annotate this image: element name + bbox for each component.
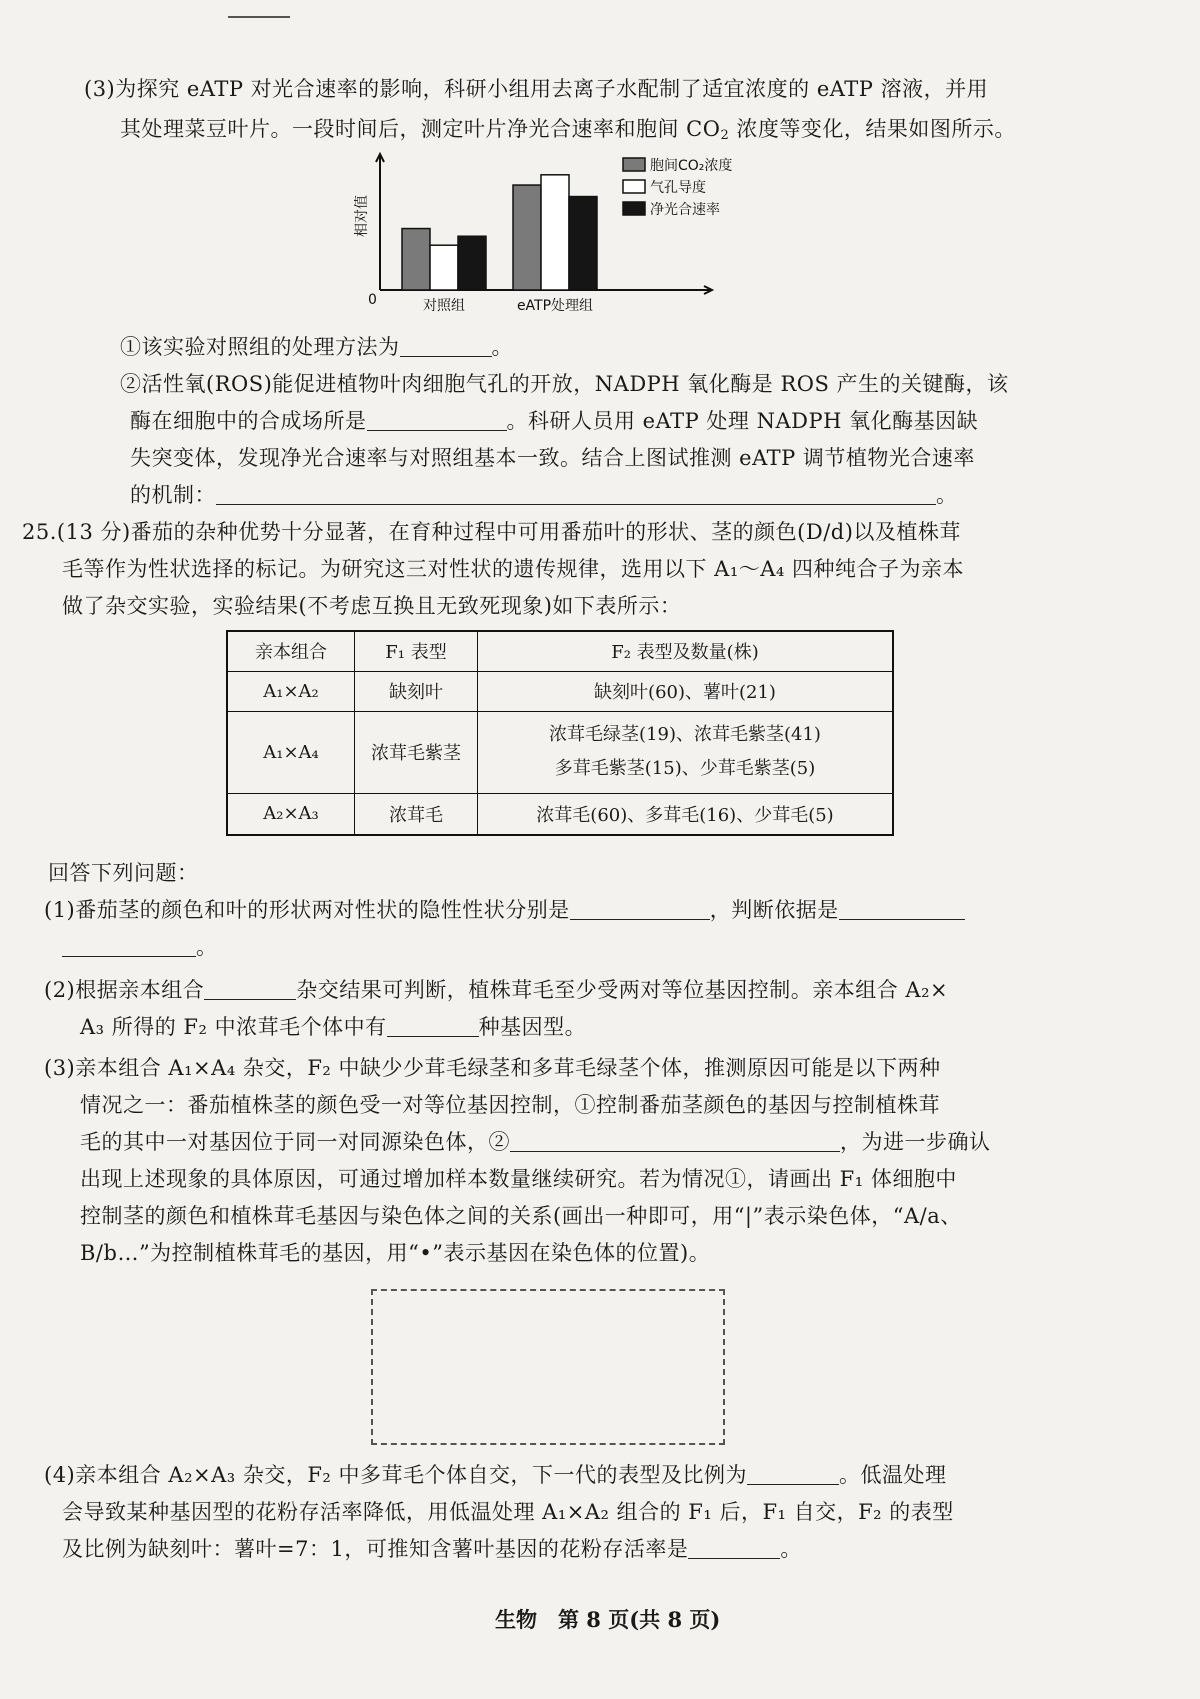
origin-label: 0	[368, 292, 377, 308]
p4-line3	[62, 1534, 802, 1564]
answer-blank[interactable]	[747, 1462, 839, 1485]
x-tick-label: 对照组	[423, 298, 465, 314]
co2-subscript: 2	[720, 128, 730, 143]
table-cell-f2-line: 多茸毛紫茎(15)、少茸毛紫茎(5)	[554, 758, 816, 779]
table-cell-f1: 浓茸毛	[355, 793, 478, 835]
table-cell-f2-line: 浓茸毛绿茎(19)、浓茸毛紫茎(41)	[549, 724, 821, 745]
table-cell-f2	[478, 711, 894, 793]
p1-text-b: ，判断依据是	[709, 898, 839, 922]
table-row	[227, 793, 893, 835]
legend-label: 气孔导度	[650, 180, 706, 196]
p3-text-a: 毛的其中一对基因位于同一对同源染色体，②	[80, 1130, 510, 1154]
x-tick-label: eATP处理组	[516, 298, 594, 314]
p2-line1	[44, 975, 948, 1005]
legend-swatch	[623, 202, 645, 215]
p3-line2: 情况之一：番茄植株茎的颜色受一对等位基因控制，①控制番茄茎颜色的基因与控制植株茸	[80, 1093, 940, 1117]
bar-chart	[340, 148, 760, 318]
answer-prompt: 回答下列问题：	[48, 861, 199, 885]
q3-sub2-l4-a: 的机制：	[130, 483, 216, 507]
bar	[402, 229, 430, 290]
p1-text-a: (1)番茄茎的颜色和叶的形状两对性状的隐性性状分别是	[44, 898, 570, 922]
table-row	[227, 711, 893, 793]
table-cell-cross: A₁×A₂	[227, 671, 355, 711]
p4-text-a: (4)亲本组合 A₂×A₃ 杂交，F₂ 中多茸毛个体自交，下一代的表型及比例为	[44, 1463, 748, 1487]
q3-line2-a: 其处理菜豆叶片。一段时间后，测定叶片净光合速率和胞间 CO	[120, 117, 721, 141]
p3-line6: B/b…”为控制植株茸毛的基因，用“•”表示基因在染色体的位置)。	[80, 1241, 711, 1265]
q25-line3: 做了杂交实验，实验结果(不考虑互换且无致死现象)如下表所示：	[62, 594, 682, 618]
p2-line2	[80, 1012, 586, 1042]
q3-sub2-l2-b: 。科研人员用 eATP 处理 NADPH 氧化酶基因缺	[506, 409, 979, 433]
legend-swatch	[623, 180, 645, 193]
table-header: F₁ 表型	[355, 631, 478, 671]
p3-line4: 出现上述现象的具体原因，可通过增加样本数量继续研究。若为情况①，请画出 F₁ 体细胞中	[80, 1167, 957, 1191]
p2-text-c: A₃ 所得的 F₂ 中浓茸毛个体中有	[80, 1015, 387, 1039]
cross-results-table	[226, 630, 894, 836]
answer-blank[interactable]	[204, 977, 296, 1000]
q3-sub1-text: ①该实验对照组的处理方法为	[120, 335, 400, 359]
p2-text-d: 种基因型。	[478, 1015, 587, 1039]
legend-label: 净光合速率	[650, 202, 720, 218]
bar	[458, 236, 486, 290]
p4-text-c: 及比例为缺刻叶：薯叶=7：1，可推知含薯叶基因的花粉存活率是	[62, 1537, 689, 1561]
q3-line1: (3)为探究 eATP 对光合速率的影响，科研小组用去离子水配制了适宜浓度的 eATP 溶液，并用	[84, 77, 989, 101]
p1-text-c: 。	[196, 935, 218, 959]
p1-line2	[62, 932, 218, 962]
table-header: 亲本组合	[227, 631, 355, 671]
p1-line	[44, 895, 965, 925]
q3-sub1-end: 。	[491, 335, 513, 359]
answer-blank[interactable]	[387, 1014, 479, 1037]
answer-blank[interactable]	[216, 482, 936, 505]
table-header: F₂ 表型及数量(株)	[478, 631, 894, 671]
p3-text-b: ，为进一步确认	[840, 1130, 991, 1154]
legend-label: 胞间CO₂浓度	[650, 158, 733, 174]
p3-line3	[80, 1127, 991, 1157]
q25-line2: 毛等作为性状选择的标记。为研究这三对性状的遗传规律，选用以下 A₁～A₄ 四种纯合子为亲本	[62, 557, 965, 581]
table-header-row	[227, 631, 893, 671]
p4-text-b: 。低温处理	[839, 1463, 947, 1487]
p4-text-d: 。	[780, 1537, 802, 1561]
table-cell-f2: 缺刻叶(60)、薯叶(21)	[478, 671, 894, 711]
answer-blank[interactable]	[510, 1129, 840, 1152]
answer-blank[interactable]	[62, 934, 196, 957]
bar	[513, 185, 541, 290]
answer-blank[interactable]	[400, 334, 492, 357]
drawing-answer-box[interactable]	[371, 1289, 725, 1445]
table-cell-cross: A₂×A₃	[227, 793, 355, 835]
y-axis-label: 相对值	[354, 195, 370, 237]
bar	[569, 197, 597, 290]
bar	[541, 175, 569, 290]
p2-text-a: (2)根据亲本组合	[44, 978, 205, 1002]
q3-sub2-l2-a: 酶在细胞中的合成场所是	[130, 409, 367, 433]
q3-sub2-l3: 失突变体，发现净光合速率与对照组基本一致。结合上图试推测 eATP 调节植物光合速率	[130, 446, 975, 470]
table-cell-f1: 缺刻叶	[355, 671, 478, 711]
table-cell-f2: 浓茸毛(60)、多茸毛(16)、少茸毛(5)	[478, 793, 894, 835]
table-cell-cross: A₁×A₄	[227, 711, 355, 793]
bar	[430, 245, 458, 290]
q3-sub2-l4	[130, 480, 958, 510]
q3-sub2-l1: ②活性氧(ROS)能促进植物叶肉细胞气孔的开放，NADPH 氧化酶是 ROS 产生的关键酶，该	[120, 372, 1009, 396]
q3-sub2-l4-b: 。	[936, 483, 958, 507]
q25-line1: 25.(13 分)番茄的杂种优势十分显著，在育种过程中可用番茄叶的形状、茎的颜色(D/d)以及植株茸	[22, 520, 961, 544]
p4-line2: 会导致某种基因型的花粉存活率降低，用低温处理 A₁×A₂ 组合的 F₁ 后，F₁ 自交，F₂ 的表型	[62, 1500, 954, 1524]
q3-line2-b: 浓度等变化，结果如图所示。	[729, 117, 1016, 141]
answer-blank[interactable]	[839, 897, 965, 920]
q3-sub1	[120, 332, 513, 362]
p2-text-b: 杂交结果可判断，植株茸毛至少受两对等位基因控制。亲本组合 A₂×	[296, 978, 949, 1002]
answer-blank[interactable]	[367, 408, 507, 431]
answer-blank[interactable]	[570, 897, 710, 920]
q3-sub2-l2	[130, 406, 978, 436]
table-cell-f1: 浓茸毛紫茎	[355, 711, 478, 793]
table-row	[227, 671, 893, 711]
p3-line1: (3)亲本组合 A₁×A₄ 杂交，F₂ 中缺少少茸毛绿茎和多茸毛绿茎个体，推测原因可能是以下两种	[44, 1056, 941, 1080]
p3-line5: 控制茎的颜色和植株茸毛基因与染色体之间的关系(画出一种即可，用“|”表示染色体，“A/a、	[80, 1204, 962, 1228]
p4-line1	[44, 1460, 947, 1490]
scan-mark	[228, 16, 290, 18]
answer-blank[interactable]	[688, 1536, 780, 1559]
bar-chart-svg	[340, 148, 760, 318]
page-footer: 生物 第 8 页(共 8 页)	[495, 1607, 721, 1632]
legend-swatch	[623, 158, 645, 171]
q3-line2	[120, 114, 1016, 144]
